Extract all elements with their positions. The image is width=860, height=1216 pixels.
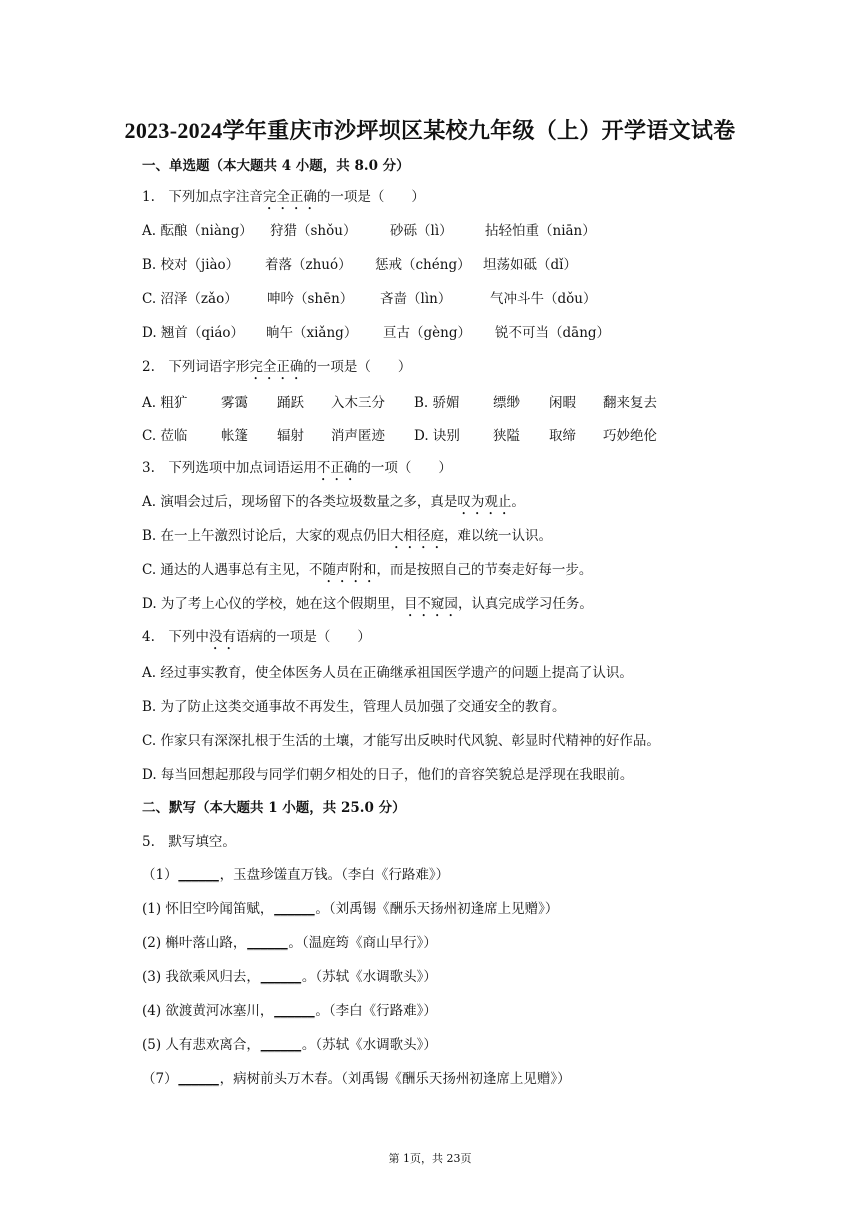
q3-option-C: C. 通达的人遇事总有主见，不随声附和，而是按照自己的节奏走好每一步。 (142, 562, 593, 578)
q4-option-C: C. 作家只有深深扎根于生活的土壤，才能写出反映时代风貌、彰显时代精神的好作品。 (142, 733, 660, 749)
dictation-item-2: (1) 怀旧空吟闻笛赋，______。（刘禹锡《酬乐天扬州初逢席上见赠》） (142, 901, 559, 917)
dictation-item-6: (5) 人有悲欢离合，______。（苏轼《水调歌头》） (142, 1037, 437, 1053)
exam-page: 2023-2024学年重庆市沙坪坝区某校九年级（上）开学语文试卷 一、单选题（本大题共 4 小题，共 8.0 分） 1. 下列加点字注音完全正确的一项是（ ） A. 酝酿（niàng） 狩猎（shǒu） 砂砾（lì） 拈轻怕重（niān） B. 校对（jiào） 着落（zhuó） 惩戒（chéng） 坦荡如砥（dǐ） C. 沼泽（zǎo） 呻吟（shēn） 吝啬（lìn） 气冲斗牛（dǒu） D. 翘首（qiáo） 晌午（xiǎng） 亘古（gèng） 锐不可当（dāng） 2. 下列词语字形完全正确的一项是（ ） A. 粗犷 雾霭 踊跃 入木三分 B. 骄媚 缥缈 闲暇 翻来复去 C. 莅临 帐篷 辐射 消声匿迹 D. 诀别 狭隘 取缔 巧妙绝伦 3. 下列选项中加点词语运用不正确的一项（ ） A. 演唱会过后，现场留下的各类垃圾数量之多，真是叹为观止。 B. 在一上午激烈讨论后，大家的观点仍旧大相径庭，难以统一认识。 C. 通达的人遇事总有主见，不随声附和，而是按照自己的节奏走好每一步。 D. 为了考上心仪的学校，她在这个假期里，目不窥园，认真完成学习任务。 4. 下列中没有语病的一项是（ ） A. 经过事实教育，使全体医务人员在正确继承祖国医学遗产的问题上提高了认识。 B. 为了防止这类交通事故不再发生，管理人员加强了交通安全的教育。 C. 作家只有深深扎根于生活的土壤，才能写出反映时代风貌、彰显时代精神的好作品。 D. 每当回想起那段与同学们朝夕相处的日子，他们的音容笑貌总是浮现在我眼前。 二、默写（本大题共 1 小题，共 25.0 分） 5. 默写填空。 （1）______，玉盘珍馐直万钱。（李白《行路难》） (1) 怀旧空吟闻笛赋，______。（刘禹锡《酬乐天扬州初逢席上见赠》） (2) 槲叶落山路，______。（温庭筠《商山早行》） (3) 我欲乘风归去，______。（苏轼《水调歌头》） (4) 欲渡黄河冰塞川，______。（李白《行路难》） (5) 人有悲欢离合，______。（苏轼《水调歌头》） （7）______，病树前头万木春。（刘禹锡《酬乐天扬州初逢席上见赠》） 第 1页，共 23页 (0, 0, 860, 1216)
emphasis-text: 不正确 (316, 460, 358, 476)
emphasis-text: 完全正确 (249, 359, 304, 375)
page-footer: 第 1页，共 23页 (388, 1152, 472, 1165)
question-3-stem: 3. 下列选项中加点词语运用不正确的一项（ ） (142, 460, 452, 476)
question-5-stem: 5. 默写填空。 (142, 834, 236, 850)
fill-blank: ______ (274, 1003, 315, 1019)
q3-option-A: A. 演唱会过后，现场留下的各类垃圾数量之多，真是叹为观止。 (142, 494, 525, 510)
exam-title: 2023-2024学年重庆市沙坪坝区某校九年级（上）开学语文试卷 (124, 118, 736, 143)
emphasis-text: 大相径庭 (390, 528, 445, 544)
emphasis-text: 叹为观止 (457, 494, 512, 510)
emphasis-text: 完全正确 (262, 189, 317, 205)
dictation-item-7: （7）______，病树前头万木春。（刘禹锡《酬乐天扬州初逢席上见赠》） (142, 1071, 571, 1087)
dictation-item-4: (3) 我欲乘风归去，______。（苏轼《水调歌头》） (142, 969, 437, 985)
dictation-item-5: (4) 欲渡黄河冰塞川，______。（李白《行路难》） (142, 1003, 437, 1019)
question-4-stem: 4. 下列中没有语病的一项是（ ） (142, 629, 371, 645)
fill-blank: ______ (247, 935, 288, 951)
dictation-item-1: （1）______，玉盘珍馐直万钱。（李白《行路难》） (142, 867, 450, 883)
section2-heading: 二、默写（本大题共 1 小题，共 25.0 分） (142, 800, 406, 816)
q3-option-D: D. 为了考上心仪的学校，她在这个假期里，目不窥园，认真完成学习任务。 (142, 596, 593, 612)
emphasis-text: 目不窥园 (403, 596, 458, 612)
section1-heading: 一、单选题（本大题共 4 小题，共 8.0 分） (142, 158, 410, 174)
fill-blank: ______ (260, 969, 302, 985)
question-1-stem: 1. 下列加点字注音完全正确的一项是（ ） (142, 189, 425, 205)
fill-blank: ______ (178, 1071, 219, 1087)
emphasis-text: 随声附和 (322, 562, 377, 578)
q3-option-B: B. 在一上午激烈讨论后，大家的观点仍旧大相径庭，难以统一认识。 (142, 528, 553, 544)
emphasis-text: 没有 (208, 629, 236, 645)
dictation-item-3: (2) 槲叶落山路，______。（温庭筠《商山早行》） (142, 935, 437, 951)
q4-option-B: B. 为了防止这类交通事故不再发生，管理人员加强了交通安全的教育。 (142, 699, 566, 715)
fill-blank: ______ (178, 867, 219, 883)
q4-option-A: A. 经过事实教育，使全体医务人员在正确继承祖国医学遗产的问题上提高了认识。 (142, 665, 633, 681)
fill-blank: ______ (274, 901, 315, 917)
question-2-stem: 2. 下列词语字形完全正确的一项是（ ） (142, 359, 412, 375)
fill-blank: ______ (260, 1037, 302, 1053)
q4-option-D: D. 每当回想起那段与同学们朝夕相处的日子，他们的音容笑貌总是浮现在我眼前。 (142, 767, 634, 783)
